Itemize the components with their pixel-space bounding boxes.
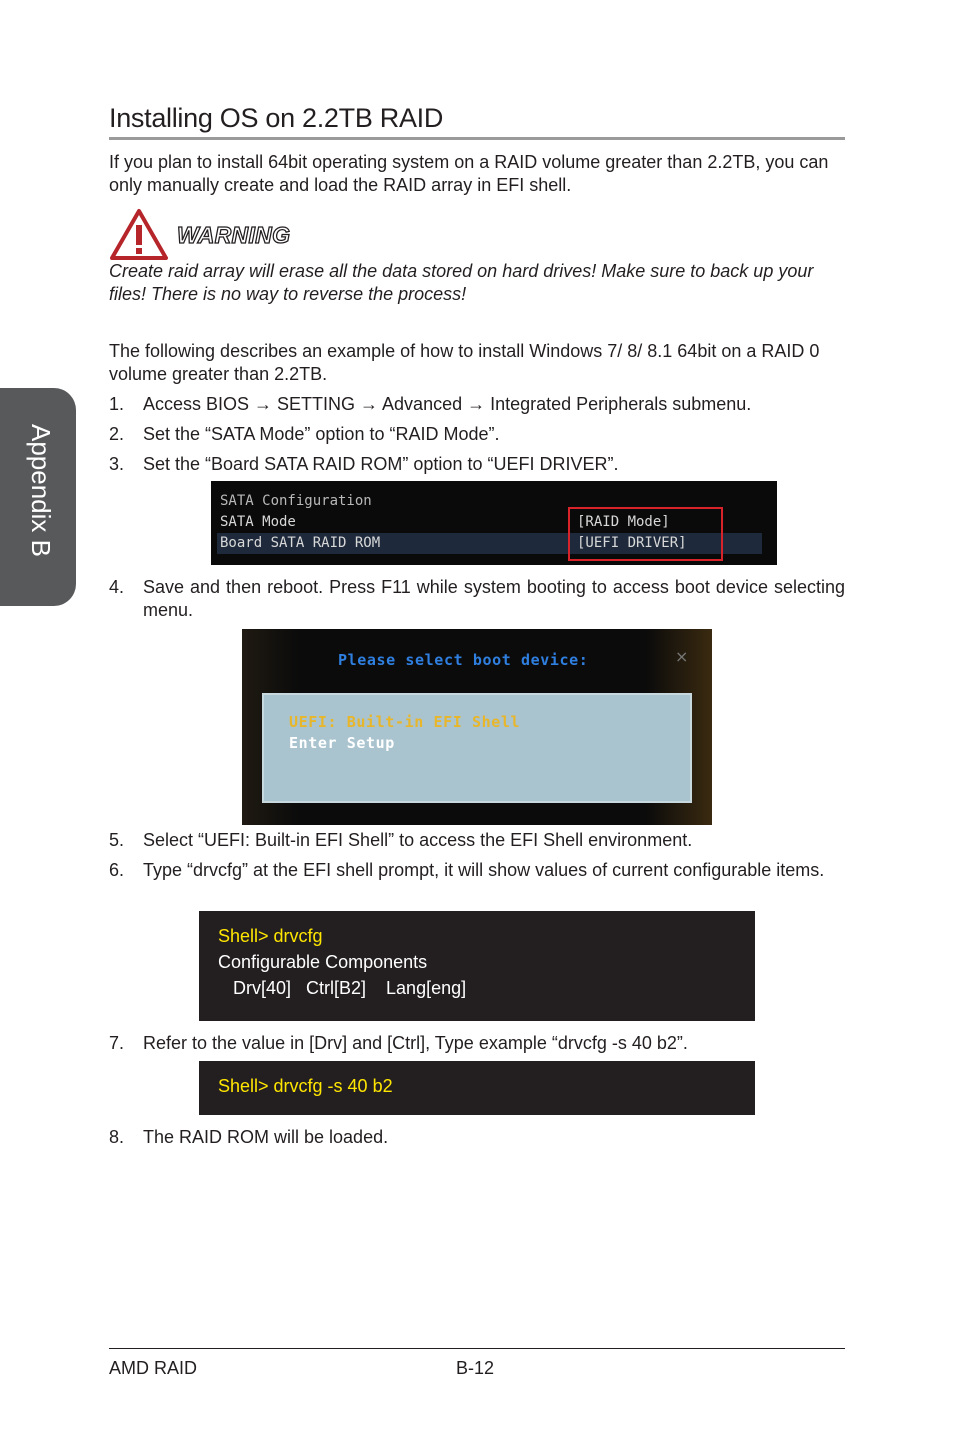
intro-paragraph: If you plan to install 64bit operating system on a RAID volume greater than 2.2TB, you can only manually create and load the RAID array in EFI shell. — [109, 152, 829, 195]
step-text: Set the “Board SATA RAID ROM” option to “UEFI DRIVER”. — [143, 454, 619, 474]
shell-line: Drv[40] Ctrl[B2] Lang[eng] — [218, 978, 467, 998]
step-number: 8. — [109, 1127, 125, 1147]
bios-row-value: [RAID Mode] — [577, 514, 670, 530]
step-4 — [109, 576, 845, 622]
boot-options-panel — [262, 693, 692, 803]
bios-header: SATA Configuration — [220, 493, 372, 509]
shell-prompt: Shell> drvcfg -s 40 b2 — [218, 1076, 393, 1096]
page-title: Installing OS on 2.2TB RAID — [109, 103, 444, 133]
highlight-box — [568, 507, 723, 561]
step-1 — [109, 393, 845, 416]
step-number: 3. — [109, 454, 125, 474]
step-number: 4. — [109, 577, 125, 597]
warning-text: Create raid array will erase all the data stored on hard drives! Make sure to back up your files! There is no way to reverse the process! — [109, 261, 814, 304]
appendix-side-tab-label: Appendix B — [26, 424, 56, 557]
step-3 — [109, 453, 845, 476]
shell-output-drvcfg — [199, 911, 755, 1021]
step-2 — [109, 423, 845, 446]
step-6 — [109, 859, 845, 882]
warning-icon — [109, 208, 169, 260]
step-number: 1. — [109, 394, 125, 414]
warning-label: WARNING — [177, 222, 291, 248]
step-text: Set the “SATA Mode” option to “RAID Mode”. — [143, 424, 500, 444]
bios-row-label: Board SATA RAID ROM — [220, 535, 381, 551]
step-8 — [109, 1126, 845, 1149]
step-text: Access BIOS → SETTING → Advanced → Integrated Peripherals submenu. — [143, 394, 752, 414]
boot-device-menu-screenshot — [242, 629, 712, 825]
bios-row-value: [UEFI DRIVER] — [577, 535, 687, 551]
bios-sata-screenshot — [211, 481, 777, 565]
boot-option-efi-shell: UEFI: Built-in EFI Shell — [289, 713, 521, 731]
step-number: 5. — [109, 830, 125, 850]
step-text: Refer to the value in [Drv] and [Ctrl], Type example “drvcfg -s 40 b2”. — [143, 1033, 688, 1053]
step-text: Type “drvcfg” at the EFI shell prompt, it will show values of current configurable items. — [143, 860, 825, 880]
shell-output-drvcfg-s — [199, 1061, 755, 1115]
footer-section-name: AMD RAID — [109, 1358, 198, 1378]
boot-option-enter-setup: Enter Setup — [289, 734, 395, 752]
boot-menu-heading: Please select boot device: — [338, 651, 589, 669]
title-divider — [109, 137, 845, 140]
example-intro: The following describes an example of how to install Windows 7/ 8/ 8.1 64bit on a RAID 0 volume greater than 2.2TB. — [109, 341, 820, 384]
footer-divider — [109, 1348, 845, 1349]
step-number: 7. — [109, 1033, 125, 1053]
step-text: Save and then reboot. Press F11 while system booting to access boot device selecting menu. — [143, 577, 845, 620]
shell-line: Configurable Components — [218, 952, 428, 972]
bios-row-label: SATA Mode — [220, 514, 296, 530]
close-icon: × — [675, 647, 689, 666]
step-7 — [109, 1032, 845, 1055]
step-number: 6. — [109, 860, 125, 880]
step-text: Select “UEFI: Built-in EFI Shell” to access the EFI Shell environment. — [143, 830, 693, 850]
step-5 — [109, 829, 845, 852]
appendix-side-tab — [0, 388, 76, 606]
step-number: 2. — [109, 424, 125, 444]
shell-prompt: Shell> drvcfg — [218, 926, 323, 946]
page-number: B-12 — [456, 1358, 495, 1378]
step-text: The RAID ROM will be loaded. — [143, 1127, 389, 1147]
